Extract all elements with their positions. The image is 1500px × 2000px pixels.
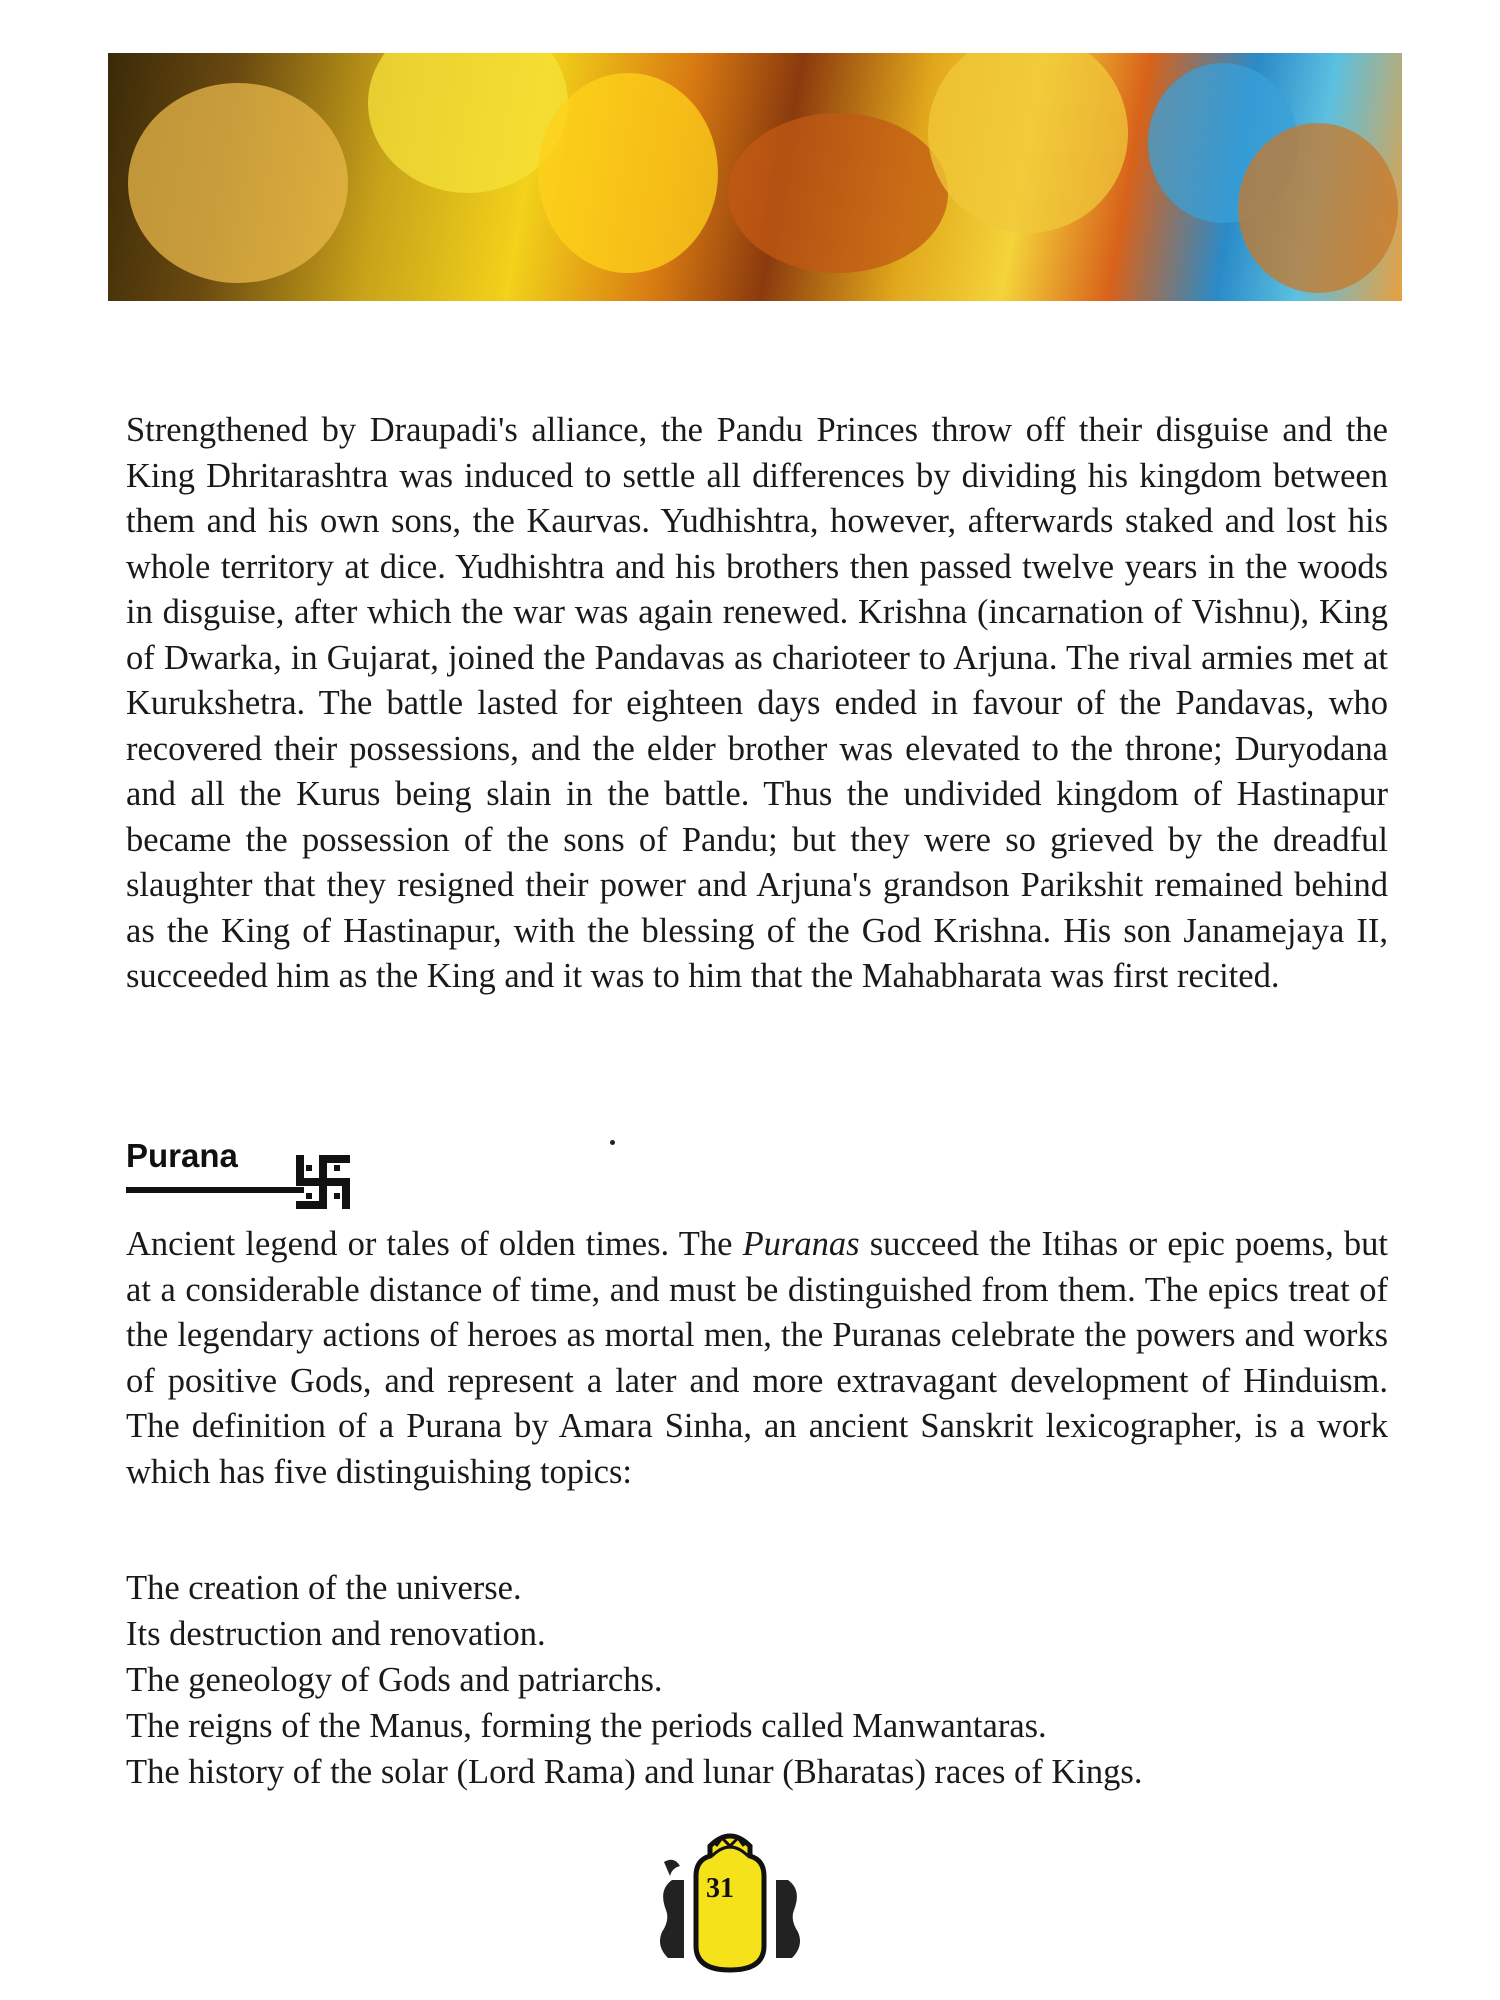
page-number: 31 <box>706 1873 734 1904</box>
list-item: The creation of the universe. <box>126 1569 522 1607</box>
body-paragraph-mahabharata: Strengthened by Draupadi's alliance, the Pandu Princes throw off their disguise and the King Dhritarashtra was induced to settle all differences by dividing his kingdom between them and his own sons, the Kaurvas. Yudhishtra, however, afterwards staked and lost his whole territory at dice. Yudhishtra and his brothers then passed twelve years in the woods in disguise, after which the war was again renewed. Krishna (incarnation of Vishnu), King of Dwarka, in Gujarat, joined the Pandavas as charioteer to Arjuna. The rival armies met at Kurukshetra. The battle lasted for eighteen days ended in favour of the Pandavas, who recovered their possessions, and the elder brother was elevated to the throne; Duryodana and all the Kurus being slain in the battle. Thus the undivided kingdom of Hastinapur became the possession of the sons of Pandu; but they were so grieved by the dreadful slaughter that they resigned their power and Arjuna's grandson Parikshit remained behind as the King of Hastinapur, with the blessing of the God Krishna. His son Janamejaya II, succeeded him as the King and it was to him that the Mahabharata was first recited. <box>126 411 1388 995</box>
body-paragraph-purana <box>126 1222 1388 1495</box>
section-heading-text: Purana <box>126 1137 238 1174</box>
stray-dot <box>610 1140 615 1145</box>
purana-text-after: succeed the Itihas or epic poems, but at a considerable distance of time, and must be distinguished from them. The epics treat of the legendary actions of heroes as mortal men, the Puranas celebrate the powers and works of positive Gods, and represent a later and more extravagant development of Hinduism. The definition of a Purana by Amara Sinha, an ancient Sanskrit lexicographer, is a work which has five distinguishing topics: <box>126 1225 1388 1491</box>
purana-italic-term: Puranas <box>742 1225 860 1263</box>
header-banner-image <box>108 53 1402 301</box>
purana-topics-list <box>126 1565 1142 1795</box>
list-item: The reigns of the Manus, forming the periods called Manwantaras. <box>126 1707 1047 1745</box>
purana-text-before: Ancient legend or tales of olden times. The <box>126 1225 743 1263</box>
list-item: Its destruction and renovation. <box>126 1615 546 1653</box>
list-item: The history of the solar (Lord Rama) and lunar (Bharatas) races of Kings. <box>126 1753 1143 1791</box>
section-heading-purana <box>126 1137 356 1215</box>
heading-underline <box>126 1187 304 1193</box>
swastika-icon <box>290 1149 356 1215</box>
list-item: The geneology of Gods and patriarchs. <box>126 1661 663 1699</box>
